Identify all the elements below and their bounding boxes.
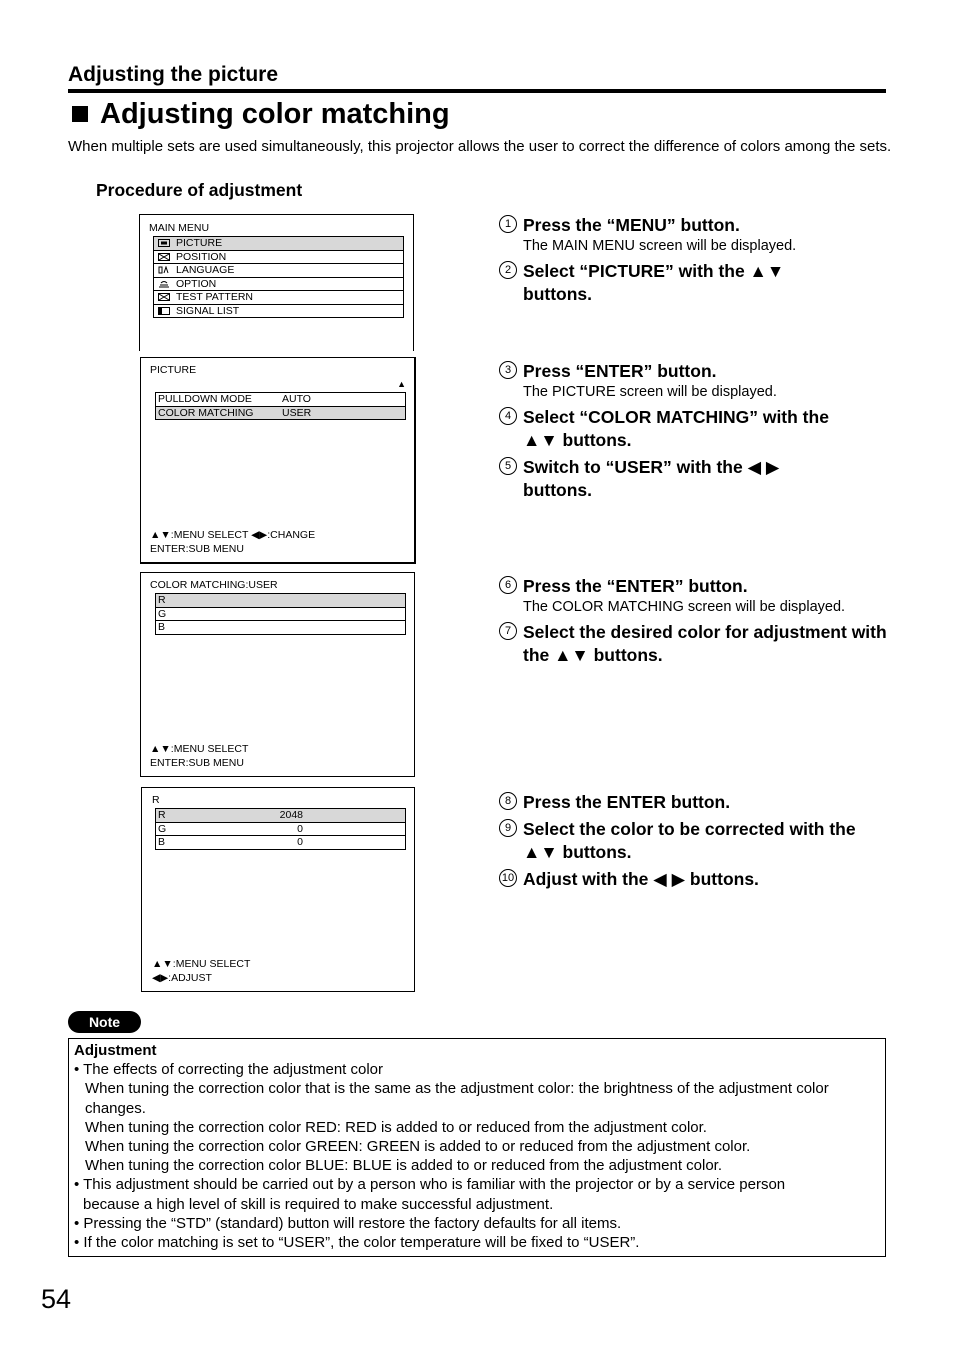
picture-row-pulldown-mode[interactable] [156,393,405,407]
step-5 [499,456,899,502]
step-number: 7 [499,622,517,640]
main-menu-item-label: LANGUAGE [176,264,235,276]
scroll-up-arrow-icon: ▲ [397,379,406,389]
color-name: G [158,607,167,620]
note-line: When tuning the correction color GREEN: GREEN is added to or reduced from the adjustment color. [85,1138,751,1156]
main-menu-title: MAIN MENU [149,222,210,234]
color-value: 2048 [279,809,303,821]
color-row-r[interactable] [156,594,405,608]
note-box [68,1038,886,1257]
step-text: Press the “ENTER” button. [523,576,748,596]
step-text: Press “ENTER” button. [523,361,717,381]
step-number: 3 [499,361,517,379]
step-number: 1 [499,215,517,233]
color-matching-hint-submenu: ENTER:SUB MENU [150,757,244,769]
note-line: When tuning the correction color RED: RED is added to or reduced from the adjustment color. [85,1118,707,1136]
picture-menu-list [155,392,406,420]
color-value: 0 [297,822,303,835]
main-menu-item-label: PICTURE [176,237,223,249]
step-number: 10 [499,869,517,887]
color-row-b[interactable] [156,621,405,634]
color-matching-title: COLOR MATCHING:USER [150,579,278,591]
r-adjust-list [155,808,406,850]
main-menu-item-label: OPTION [176,277,217,290]
step-7 [499,621,899,667]
step-9 [499,818,899,864]
step-text: Press the ENTER button. [523,792,731,812]
step-number: 8 [499,792,517,810]
note-line: When tuning the correction color BLUE: BLUE is added to or reduced from the adjustment color. [85,1157,723,1175]
r-adjust-hint-adjust: ◀▶:ADJUST [152,972,212,984]
color-name: B [158,621,166,633]
color-value: 0 [297,836,303,848]
picture-icon [158,239,170,247]
main-menu-screen [139,214,414,351]
r-adjust-screen [141,787,415,992]
heading-text: Adjusting color matching [100,98,450,130]
heading-square-icon [72,106,88,122]
step-subtext: The PICTURE screen will be displayed. [523,384,777,400]
main-menu-item-option[interactable] [154,278,403,292]
adjust-row-g[interactable] [156,823,405,837]
step-text: Select “COLOR MATCHING” with the ▲▼ buttons. [523,407,829,450]
r-adjust-title: R [152,794,160,806]
step-4 [499,406,899,452]
step-1 [499,214,899,255]
picture-row-color-matching[interactable] [156,407,405,420]
step-text: Select the color to be corrected with the ▲▼ buttons. [523,819,856,862]
param-name: PULLDOWN MODE [158,393,252,405]
step-3 [499,360,899,401]
note-line: When tuning the correction color that is the same as the adjustment color: the brightness of the adjustment color changes. [85,1080,829,1117]
note-badge: Note [68,1011,141,1033]
step-10 [499,868,899,891]
color-matching-hint-select: ▲▼:MENU SELECT [150,743,249,755]
note-line: • The effects of correcting the adjustment color [74,1061,384,1079]
picture-hint-select: ▲▼:MENU SELECT ◀▶:CHANGE [150,529,316,541]
test-pattern-icon [158,293,170,301]
step-text: Select the desired color for adjustment with the ▲▼ buttons. [523,622,887,665]
main-menu-item-label: POSITION [176,250,227,263]
color-matching-screen [140,572,415,777]
step-number: 5 [499,457,517,475]
page-number: 54 [41,1284,72,1314]
picture-hint-submenu: ENTER:SUB MENU [150,543,244,555]
color-name: R [158,809,166,821]
main-menu-item-label: TEST PATTERN [176,291,254,303]
step-6 [499,575,899,616]
param-value: USER [282,406,312,419]
param-value: AUTO [282,393,311,405]
color-row-g[interactable] [156,608,405,622]
step-subtext: The MAIN MENU screen will be displayed. [523,238,797,254]
step-2 [499,260,899,306]
main-menu-item-position[interactable] [154,251,403,265]
option-icon [158,280,170,288]
color-name: G [158,822,167,835]
step-text: Press the “MENU” button. [523,215,740,235]
procedure-title: Procedure of adjustment [96,180,303,200]
adjust-row-r[interactable] [156,809,405,823]
note-line: • This adjustment should be carried out by a person who is familiar with the projector or by a service person [74,1176,786,1194]
picture-screen-title: PICTURE [150,364,197,376]
main-menu-item-label: SIGNAL LIST [176,304,240,317]
section-title: Adjusting the picture [68,63,278,86]
note-line: • If the color matching is set to “USER”, the color temperature will be fixed to “USER”. [74,1234,640,1252]
intro-paragraph: When multiple sets are used simultaneously, this projector allows the user to correct the difference of colors among the sets. [68,138,892,155]
main-menu-item-test-pattern[interactable] [154,291,403,305]
main-menu-item-picture[interactable] [154,237,403,251]
step-number: 9 [499,819,517,837]
signal-list-icon [158,307,170,315]
r-adjust-hint-select: ▲▼:MENU SELECT [152,958,251,970]
step-text: Adjust with the ◀ ▶ buttons. [523,869,759,889]
color-matching-list [155,593,406,635]
note-heading: Adjustment [74,1042,157,1059]
param-name: COLOR MATCHING [158,406,254,419]
position-icon [158,253,170,261]
step-8 [499,791,899,814]
main-menu-list [153,236,404,318]
color-name: B [158,836,166,848]
step-text: Select “PICTURE” with the ▲▼ buttons. [523,261,785,304]
step-number: 6 [499,576,517,594]
section-rule [68,89,886,93]
note-line: • Pressing the “STD” (standard) button will restore the factory defaults for all items. [74,1214,622,1232]
step-number: 4 [499,407,517,425]
language-icon [158,266,170,274]
adjust-row-b[interactable] [156,836,405,849]
main-menu-item-signal-list[interactable] [154,305,403,318]
main-menu-item-language[interactable] [154,264,403,278]
note-line: because a high level of skill is required to make successful adjustment. [83,1195,554,1213]
color-name: R [158,594,166,606]
step-text: Switch to “USER” with the ◀ ▶ buttons. [523,457,780,500]
picture-screen [140,357,416,564]
page-heading [72,98,450,131]
step-subtext: The COLOR MATCHING screen will be displayed. [523,599,846,615]
step-number: 2 [499,261,517,279]
